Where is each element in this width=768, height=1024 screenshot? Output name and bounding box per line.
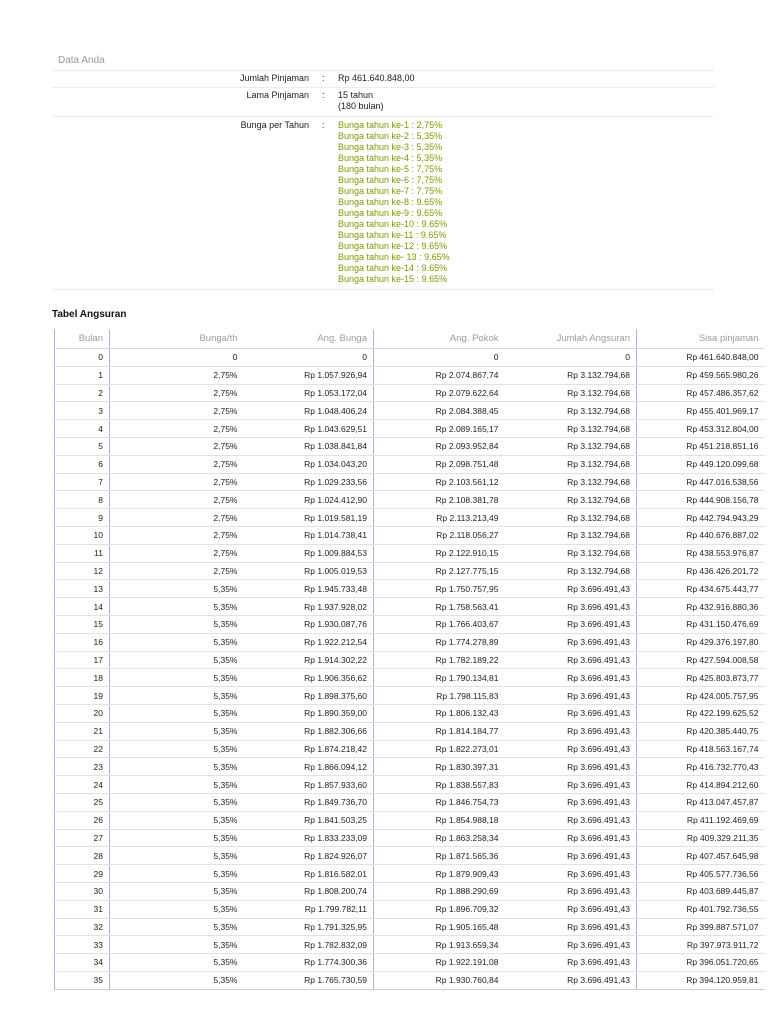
cell-jumlah-angsuran: Rp 3.696.491,43 — [505, 758, 637, 776]
table-row — [55, 829, 765, 847]
tabel-angsuran-title: Tabel Angsuran — [52, 309, 127, 320]
table-row — [55, 847, 765, 865]
cell-ang-bunga: Rp 1.816.582,01 — [244, 865, 374, 883]
cell-bulan: 2 — [55, 384, 110, 402]
cell-ang-pokok: Rp 1.822.273,01 — [374, 740, 505, 758]
table-row — [55, 669, 765, 687]
cell-bunga-th: 5,35% — [110, 740, 244, 758]
bunga-per-tahun-list — [338, 120, 450, 285]
table-row — [55, 420, 765, 438]
cell-ang-pokok: Rp 1.750.757,95 — [374, 580, 505, 598]
bunga-tahun-item: Bunga tahun ke-7 : 7.75% — [338, 186, 443, 196]
cell-bulan: 7 — [55, 473, 110, 491]
table-row — [55, 651, 765, 669]
cell-ang-bunga: Rp 1.906.356,62 — [244, 669, 374, 687]
cell-jumlah-angsuran: Rp 3.696.491,43 — [505, 651, 637, 669]
cell-bulan: 27 — [55, 829, 110, 847]
cell-jumlah-angsuran: Rp 3.132.794,68 — [505, 526, 637, 544]
cell-jumlah-angsuran: Rp 3.696.491,43 — [505, 776, 637, 794]
cell-ang-bunga: Rp 1.898.375,60 — [244, 687, 374, 705]
cell-ang-bunga: Rp 1.005.019,53 — [244, 562, 374, 580]
bunga-tahun-item: Bunga tahun ke-9 : 9.65% — [338, 208, 443, 218]
cell-bulan: 17 — [55, 651, 110, 669]
cell-ang-pokok: Rp 2.118.056,27 — [374, 526, 505, 544]
cell-sisa-pinjaman: Rp 455.401.969,17 — [637, 402, 765, 420]
cell-jumlah-angsuran: Rp 3.696.491,43 — [505, 936, 637, 954]
cell-sisa-pinjaman: Rp 401.792.736,55 — [637, 900, 765, 918]
cell-bunga-th: 5,35% — [110, 687, 244, 705]
header-sisa-pinjaman: Sisa pinjaman — [637, 329, 765, 349]
cell-ang-bunga: Rp 1.791.325,95 — [244, 918, 374, 936]
cell-sisa-pinjaman: Rp 461.640.848,00 — [637, 349, 765, 367]
data-anda-title: Data Anda — [58, 55, 105, 66]
cell-ang-pokok: Rp 1.798.115,83 — [374, 687, 505, 705]
cell-jumlah-angsuran: Rp 3.132.794,68 — [505, 491, 637, 509]
cell-bulan: 32 — [55, 918, 110, 936]
table-row — [55, 491, 765, 509]
table-row — [55, 918, 765, 936]
cell-bulan: 30 — [55, 882, 110, 900]
cell-sisa-pinjaman: Rp 425.803.873,77 — [637, 669, 765, 687]
cell-ang-bunga: Rp 1.799.782,11 — [244, 900, 374, 918]
table-body — [55, 349, 765, 990]
cell-ang-pokok: Rp 2.093.952,84 — [374, 437, 505, 455]
cell-bunga-th: 5,35% — [110, 971, 244, 989]
cell-jumlah-angsuran: Rp 3.696.491,43 — [505, 882, 637, 900]
cell-bulan: 16 — [55, 633, 110, 651]
table-row — [55, 384, 765, 402]
cell-jumlah-angsuran: Rp 3.132.794,68 — [505, 384, 637, 402]
cell-jumlah-angsuran: Rp 3.132.794,68 — [505, 473, 637, 491]
bunga-tahun-item: Bunga tahun ke-4 : 5,35% — [338, 153, 443, 163]
cell-sisa-pinjaman: Rp 427.594.008,58 — [637, 651, 765, 669]
cell-bunga-th: 0 — [110, 349, 244, 367]
cell-bulan: 34 — [55, 954, 110, 972]
cell-bunga-th: 2,75% — [110, 526, 244, 544]
cell-bunga-th: 5,35% — [110, 669, 244, 687]
colon: : — [322, 73, 325, 83]
cell-ang-pokok: Rp 2.127.775,15 — [374, 562, 505, 580]
lama-pinjaman-months: (180 bulan) — [338, 101, 384, 111]
cell-sisa-pinjaman: Rp 416.732.770,43 — [637, 758, 765, 776]
cell-sisa-pinjaman: Rp 397.973.911,72 — [637, 936, 765, 954]
cell-ang-pokok: Rp 1.814.184,77 — [374, 722, 505, 740]
cell-sisa-pinjaman: Rp 413.047.457,87 — [637, 793, 765, 811]
cell-ang-pokok: Rp 1.930.760,84 — [374, 971, 505, 989]
cell-ang-bunga: Rp 1.057.926,94 — [244, 366, 374, 384]
cell-jumlah-angsuran: Rp 3.696.491,43 — [505, 740, 637, 758]
cell-bulan: 11 — [55, 544, 110, 562]
table-row — [55, 580, 765, 598]
cell-jumlah-angsuran: Rp 3.696.491,43 — [505, 971, 637, 989]
cell-ang-bunga: Rp 1.857.933,60 — [244, 776, 374, 794]
lama-pinjaman-label: Lama Pinjaman — [246, 90, 309, 100]
cell-ang-pokok: Rp 1.782.189,22 — [374, 651, 505, 669]
cell-bunga-th: 2,75% — [110, 491, 244, 509]
cell-bunga-th: 5,35% — [110, 936, 244, 954]
cell-bulan: 29 — [55, 865, 110, 883]
lama-pinjaman-years: 15 tahun — [338, 90, 374, 100]
colon: : — [322, 90, 325, 100]
cell-ang-pokok: Rp 1.766.403,67 — [374, 615, 505, 633]
cell-bunga-th: 5,35% — [110, 704, 244, 722]
bunga-tahun-item: Bunga tahun ke-1 : 2,75% — [338, 120, 443, 130]
cell-bulan: 22 — [55, 740, 110, 758]
cell-jumlah-angsuran: Rp 3.696.491,43 — [505, 918, 637, 936]
cell-ang-pokok: Rp 1.905.165,48 — [374, 918, 505, 936]
cell-bulan: 19 — [55, 687, 110, 705]
table-row — [55, 526, 765, 544]
cell-ang-bunga: Rp 1.043.629,51 — [244, 420, 374, 438]
cell-ang-pokok: Rp 2.103.561,12 — [374, 473, 505, 491]
cell-ang-pokok: Rp 2.079.622,64 — [374, 384, 505, 402]
cell-ang-bunga: Rp 1.029.233,56 — [244, 473, 374, 491]
cell-jumlah-angsuran: Rp 3.696.491,43 — [505, 954, 637, 972]
bunga-tahun-item: Bunga tahun ke-11 : 9.65% — [338, 230, 447, 240]
cell-ang-bunga: Rp 1.048.406,24 — [244, 402, 374, 420]
cell-sisa-pinjaman: Rp 396.051.720,65 — [637, 954, 765, 972]
table-row — [55, 793, 765, 811]
table-row — [55, 954, 765, 972]
cell-bulan: 31 — [55, 900, 110, 918]
cell-bulan: 13 — [55, 580, 110, 598]
cell-bunga-th: 5,35% — [110, 811, 244, 829]
cell-sisa-pinjaman: Rp 411.192.469,69 — [637, 811, 765, 829]
bunga-tahun-item: Bunga tahun ke-15 : 9.65% — [338, 274, 448, 284]
cell-jumlah-angsuran: Rp 3.696.491,43 — [505, 829, 637, 847]
cell-bulan: 35 — [55, 971, 110, 989]
cell-bunga-th: 2,75% — [110, 366, 244, 384]
divider — [52, 289, 714, 290]
cell-ang-bunga: Rp 1.930.087,76 — [244, 615, 374, 633]
cell-ang-pokok: Rp 2.108.381,78 — [374, 491, 505, 509]
cell-ang-bunga: Rp 1.782.832,09 — [244, 936, 374, 954]
header-bunga-th: Bunga/th — [110, 329, 244, 349]
cell-jumlah-angsuran: Rp 3.132.794,68 — [505, 544, 637, 562]
cell-ang-pokok: Rp 1.888.290,69 — [374, 882, 505, 900]
cell-bunga-th: 5,35% — [110, 900, 244, 918]
cell-ang-bunga: Rp 1.914.302,22 — [244, 651, 374, 669]
cell-ang-pokok: Rp 1.790.134,81 — [374, 669, 505, 687]
cell-jumlah-angsuran: Rp 3.696.491,43 — [505, 865, 637, 883]
cell-bulan: 1 — [55, 366, 110, 384]
bunga-tahun-item: Bunga tahun ke-2 : 5,35% — [338, 131, 443, 141]
header-bulan: Bulan — [55, 329, 110, 349]
cell-sisa-pinjaman: Rp 399.887.571,07 — [637, 918, 765, 936]
cell-ang-bunga: Rp 1.765.730,59 — [244, 971, 374, 989]
table-row — [55, 615, 765, 633]
cell-sisa-pinjaman: Rp 405.577.736,56 — [637, 865, 765, 883]
cell-bunga-th: 5,35% — [110, 758, 244, 776]
cell-jumlah-angsuran: Rp 3.696.491,43 — [505, 615, 637, 633]
cell-bunga-th: 2,75% — [110, 384, 244, 402]
cell-ang-pokok: Rp 1.838.557,83 — [374, 776, 505, 794]
bunga-tahun-item: Bunga tahun ke-3 : 5,35% — [338, 142, 443, 152]
cell-bunga-th: 5,35% — [110, 847, 244, 865]
cell-bunga-th: 2,75% — [110, 562, 244, 580]
cell-ang-pokok: Rp 1.913.659,34 — [374, 936, 505, 954]
cell-ang-pokok: Rp 1.871.565,36 — [374, 847, 505, 865]
cell-jumlah-angsuran: Rp 3.132.794,68 — [505, 562, 637, 580]
table-row — [55, 473, 765, 491]
cell-jumlah-angsuran: Rp 3.696.491,43 — [505, 598, 637, 616]
cell-jumlah-angsuran: Rp 3.696.491,43 — [505, 633, 637, 651]
cell-jumlah-angsuran: Rp 3.132.794,68 — [505, 402, 637, 420]
cell-sisa-pinjaman: Rp 447.016.538,56 — [637, 473, 765, 491]
cell-ang-pokok: 0 — [374, 349, 505, 367]
cell-ang-pokok: Rp 1.774.278,89 — [374, 633, 505, 651]
cell-bunga-th: 5,35% — [110, 865, 244, 883]
cell-bunga-th: 5,35% — [110, 829, 244, 847]
cell-ang-bunga: Rp 1.849.736,70 — [244, 793, 374, 811]
cell-sisa-pinjaman: Rp 414.894.212,60 — [637, 776, 765, 794]
cell-jumlah-angsuran: Rp 3.696.491,43 — [505, 580, 637, 598]
jumlah-pinjaman-label: Jumlah Pinjaman — [239, 73, 309, 83]
cell-bunga-th: 5,35% — [110, 793, 244, 811]
cell-sisa-pinjaman: Rp 432.916.880,36 — [637, 598, 765, 616]
cell-bulan: 10 — [55, 526, 110, 544]
cell-bulan: 20 — [55, 704, 110, 722]
divider — [52, 87, 714, 88]
cell-bunga-th: 5,35% — [110, 918, 244, 936]
cell-sisa-pinjaman: Rp 418.563.167,74 — [637, 740, 765, 758]
cell-bulan: 8 — [55, 491, 110, 509]
cell-jumlah-angsuran: Rp 3.132.794,68 — [505, 366, 637, 384]
cell-ang-pokok: Rp 2.074.867,74 — [374, 366, 505, 384]
cell-bunga-th: 5,35% — [110, 882, 244, 900]
cell-sisa-pinjaman: Rp 409.329.211,35 — [637, 829, 765, 847]
table-row — [55, 455, 765, 473]
table-row — [55, 562, 765, 580]
bunga-tahun-item: Bunga tahun ke-12 : 9.65% — [338, 241, 448, 251]
cell-jumlah-angsuran: Rp 3.696.491,43 — [505, 900, 637, 918]
table-row — [55, 366, 765, 384]
cell-bulan: 0 — [55, 349, 110, 367]
cell-bulan: 6 — [55, 455, 110, 473]
cell-sisa-pinjaman: Rp 436.426.201,72 — [637, 562, 765, 580]
table-row — [55, 687, 765, 705]
cell-ang-pokok: Rp 1.830.397,31 — [374, 758, 505, 776]
lama-pinjaman-value — [338, 90, 384, 112]
cell-sisa-pinjaman: Rp 457.486.357,62 — [637, 384, 765, 402]
table-row — [55, 509, 765, 527]
cell-sisa-pinjaman: Rp 449.120.099,68 — [637, 455, 765, 473]
cell-sisa-pinjaman: Rp 440.676.887,02 — [637, 526, 765, 544]
cell-bunga-th: 2,75% — [110, 544, 244, 562]
cell-sisa-pinjaman: Rp 420.385.440,75 — [637, 722, 765, 740]
cell-ang-bunga: Rp 1.034.043,20 — [244, 455, 374, 473]
cell-jumlah-angsuran: Rp 3.696.491,43 — [505, 722, 637, 740]
cell-bulan: 14 — [55, 598, 110, 616]
cell-bunga-th: 5,35% — [110, 954, 244, 972]
cell-ang-bunga: Rp 1.841.503,25 — [244, 811, 374, 829]
bunga-tahun-item: Bunga tahun ke- 13 : 9.65% — [338, 252, 450, 262]
cell-ang-pokok: Rp 2.098.751,48 — [374, 455, 505, 473]
cell-ang-pokok: Rp 1.846.754,73 — [374, 793, 505, 811]
cell-ang-pokok: Rp 2.084.388,45 — [374, 402, 505, 420]
table-row — [55, 722, 765, 740]
cell-bunga-th: 2,75% — [110, 509, 244, 527]
cell-bunga-th: 5,35% — [110, 651, 244, 669]
header-jumlah-angsuran: Jumlah Angsuran — [505, 329, 637, 349]
cell-bunga-th: 5,35% — [110, 776, 244, 794]
table-row — [55, 633, 765, 651]
cell-bunga-th: 2,75% — [110, 455, 244, 473]
cell-ang-bunga: Rp 1.874.218,42 — [244, 740, 374, 758]
cell-sisa-pinjaman: Rp 444.908.156,78 — [637, 491, 765, 509]
cell-bunga-th: 2,75% — [110, 402, 244, 420]
cell-sisa-pinjaman: Rp 434.675.443,77 — [637, 580, 765, 598]
cell-bunga-th: 5,35% — [110, 598, 244, 616]
cell-ang-pokok: Rp 2.122.910,15 — [374, 544, 505, 562]
bunga-tahun-item: Bunga tahun ke-5 : 7,75% — [338, 164, 443, 174]
cell-ang-bunga: Rp 1.937.928,02 — [244, 598, 374, 616]
cell-jumlah-angsuran: Rp 3.696.491,43 — [505, 704, 637, 722]
cell-bulan: 28 — [55, 847, 110, 865]
cell-ang-bunga: Rp 1.774.300,36 — [244, 954, 374, 972]
header-ang-pokok: Ang. Pokok — [374, 329, 505, 349]
table-row — [55, 882, 765, 900]
table-row — [55, 971, 765, 989]
cell-bulan: 15 — [55, 615, 110, 633]
cell-ang-pokok: Rp 1.879.909,43 — [374, 865, 505, 883]
cell-bulan: 12 — [55, 562, 110, 580]
cell-jumlah-angsuran: Rp 3.132.794,68 — [505, 509, 637, 527]
table-row — [55, 936, 765, 954]
cell-ang-bunga: Rp 1.009.884,53 — [244, 544, 374, 562]
cell-sisa-pinjaman: Rp 459.565.980,26 — [637, 366, 765, 384]
cell-bulan: 3 — [55, 402, 110, 420]
cell-sisa-pinjaman: Rp 394.120.959,81 — [637, 971, 765, 989]
cell-ang-pokok: Rp 2.113.213,49 — [374, 509, 505, 527]
cell-ang-bunga: Rp 1.824.926,07 — [244, 847, 374, 865]
table-row — [55, 704, 765, 722]
cell-ang-bunga: Rp 1.882.306,66 — [244, 722, 374, 740]
divider — [52, 70, 714, 71]
table-header-row — [55, 329, 765, 349]
cell-ang-pokok: Rp 1.863.258,34 — [374, 829, 505, 847]
cell-ang-pokok: Rp 1.896.709,32 — [374, 900, 505, 918]
cell-ang-pokok: Rp 1.922.191,08 — [374, 954, 505, 972]
table-row — [55, 865, 765, 883]
cell-sisa-pinjaman: Rp 422.199.625,52 — [637, 704, 765, 722]
cell-bunga-th: 2,75% — [110, 420, 244, 438]
cell-ang-bunga: Rp 1.808.200,74 — [244, 882, 374, 900]
table-row — [55, 900, 765, 918]
cell-bulan: 25 — [55, 793, 110, 811]
cell-sisa-pinjaman: Rp 424.005.757,95 — [637, 687, 765, 705]
cell-bulan: 9 — [55, 509, 110, 527]
cell-bunga-th: 5,35% — [110, 615, 244, 633]
table-row — [55, 776, 765, 794]
cell-jumlah-angsuran: Rp 3.696.491,43 — [505, 811, 637, 829]
table-row — [55, 811, 765, 829]
cell-bunga-th: 2,75% — [110, 437, 244, 455]
cell-bulan: 26 — [55, 811, 110, 829]
cell-bulan: 21 — [55, 722, 110, 740]
cell-ang-bunga: Rp 1.890.359,00 — [244, 704, 374, 722]
bunga-tahun-item: Bunga tahun ke-6 : 7,75% — [338, 175, 443, 185]
cell-jumlah-angsuran: Rp 3.132.794,68 — [505, 455, 637, 473]
cell-ang-bunga: Rp 1.038.841,84 — [244, 437, 374, 455]
bunga-tahun-item: Bunga tahun ke-10 : 9.65% — [338, 219, 448, 229]
cell-sisa-pinjaman: Rp 407.457.645,98 — [637, 847, 765, 865]
cell-jumlah-angsuran: Rp 3.696.491,43 — [505, 847, 637, 865]
table-row — [55, 544, 765, 562]
cell-ang-bunga: Rp 1.024.412,90 — [244, 491, 374, 509]
cell-ang-bunga: Rp 1.019.581,19 — [244, 509, 374, 527]
cell-ang-pokok: Rp 2.089.165,17 — [374, 420, 505, 438]
cell-bunga-th: 5,35% — [110, 633, 244, 651]
cell-jumlah-angsuran: Rp 3.132.794,68 — [505, 437, 637, 455]
table-row — [55, 758, 765, 776]
cell-ang-bunga: Rp 1.053.172,04 — [244, 384, 374, 402]
cell-bulan: 23 — [55, 758, 110, 776]
cell-jumlah-angsuran: Rp 3.696.491,43 — [505, 793, 637, 811]
table-row — [55, 437, 765, 455]
table-row — [55, 740, 765, 758]
cell-sisa-pinjaman: Rp 429.376.197,80 — [637, 633, 765, 651]
jumlah-pinjaman-value: Rp 461.640.848,00 — [338, 73, 415, 83]
cell-sisa-pinjaman: Rp 451.218.851,16 — [637, 437, 765, 455]
header-ang-bunga: Ang. Bunga — [244, 329, 374, 349]
cell-ang-pokok: Rp 1.758.563,41 — [374, 598, 505, 616]
cell-jumlah-angsuran: Rp 3.132.794,68 — [505, 420, 637, 438]
cell-jumlah-angsuran: 0 — [505, 349, 637, 367]
cell-bunga-th: 2,75% — [110, 473, 244, 491]
table-row — [55, 598, 765, 616]
bunga-per-tahun-label: Bunga per Tahun — [240, 120, 309, 130]
colon: : — [322, 120, 325, 130]
cell-sisa-pinjaman: Rp 403.689.445,87 — [637, 882, 765, 900]
cell-ang-bunga: Rp 1.866.094,12 — [244, 758, 374, 776]
cell-ang-bunga: Rp 1.014.738,41 — [244, 526, 374, 544]
cell-sisa-pinjaman: Rp 431.150.476,69 — [637, 615, 765, 633]
table-row — [55, 349, 765, 367]
bunga-tahun-item: Bunga tahun ke-8 : 9.65% — [338, 197, 443, 207]
cell-bulan: 33 — [55, 936, 110, 954]
cell-jumlah-angsuran: Rp 3.696.491,43 — [505, 687, 637, 705]
cell-jumlah-angsuran: Rp 3.696.491,43 — [505, 669, 637, 687]
table-row — [55, 402, 765, 420]
divider — [52, 116, 714, 117]
cell-bunga-th: 5,35% — [110, 722, 244, 740]
cell-ang-bunga: Rp 1.922.212,54 — [244, 633, 374, 651]
tabel-angsuran — [54, 329, 765, 990]
cell-bunga-th: 5,35% — [110, 580, 244, 598]
cell-bulan: 4 — [55, 420, 110, 438]
cell-bulan: 24 — [55, 776, 110, 794]
cell-sisa-pinjaman: Rp 453.312.804,00 — [637, 420, 765, 438]
cell-ang-bunga: Rp 1.945.733,48 — [244, 580, 374, 598]
cell-sisa-pinjaman: Rp 438.553.976,87 — [637, 544, 765, 562]
cell-ang-bunga: Rp 1.833.233,09 — [244, 829, 374, 847]
cell-ang-pokok: Rp 1.806.132,43 — [374, 704, 505, 722]
cell-bulan: 18 — [55, 669, 110, 687]
cell-ang-pokok: Rp 1.854.988,18 — [374, 811, 505, 829]
cell-ang-bunga: 0 — [244, 349, 374, 367]
bunga-tahun-item: Bunga tahun ke-14 : 9.65% — [338, 263, 448, 273]
cell-bulan: 5 — [55, 437, 110, 455]
cell-sisa-pinjaman: Rp 442.794.943,29 — [637, 509, 765, 527]
